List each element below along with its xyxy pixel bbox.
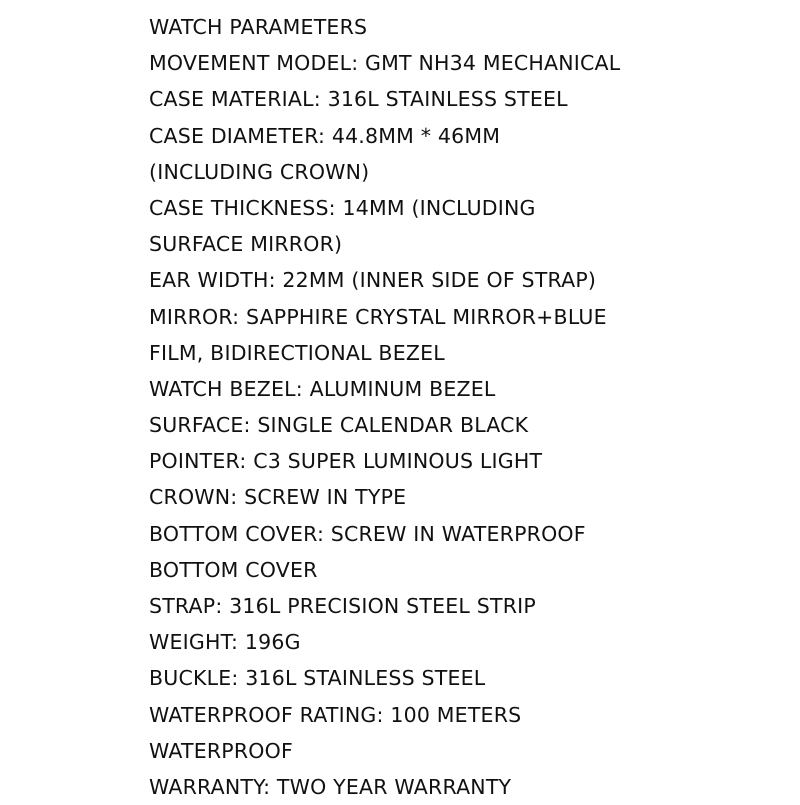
spec-case-diameter-continued: (INCLUDING CROWN)	[149, 159, 370, 184]
watch-parameters-list	[149, 9, 789, 805]
spec-pointer: POINTER: C3 SUPER LUMINOUS LIGHT	[149, 449, 543, 474]
spec-weight: WEIGHT: 196G	[149, 630, 301, 655]
spec-bottom-cover-continued: BOTTOM COVER	[149, 557, 318, 582]
spec-surface: SURFACE: SINGLE CALENDAR BLACK	[149, 413, 529, 438]
section-title: WATCH PARAMETERS	[149, 15, 368, 39]
spec-waterproof-rating: WATERPROOF RATING: 100 METERS	[149, 702, 522, 727]
spec-warranty: WARRANTY: TWO YEAR WARRANTY	[149, 774, 512, 799]
spec-waterproof-rating-continued: WATERPROOF	[149, 738, 293, 763]
spec-case-thickness-continued: SURFACE MIRROR)	[149, 232, 343, 257]
spec-case-thickness: CASE THICKNESS: 14MM (INCLUDING	[149, 195, 536, 220]
spec-mirror-continued: FILM, BIDIRECTIONAL BEZEL	[149, 340, 445, 365]
spec-case-material: CASE MATERIAL: 316L STAINLESS STEEL	[149, 87, 568, 112]
spec-movement-model: MOVEMENT MODEL: GMT NH34 MECHANICAL	[149, 51, 621, 76]
spec-crown: CROWN: SCREW IN TYPE	[149, 485, 407, 510]
spec-case-diameter: CASE DIAMETER: 44.8MM * 46MM	[149, 123, 501, 148]
spec-bottom-cover: BOTTOM COVER: SCREW IN WATERPROOF	[149, 521, 586, 546]
spec-buckle: BUCKLE: 316L STAINLESS STEEL	[149, 666, 486, 691]
spec-strap: STRAP: 316L PRECISION STEEL STRIP	[149, 594, 536, 618]
spec-mirror: MIRROR: SAPPHIRE CRYSTAL MIRROR+BLUE	[149, 304, 607, 329]
spec-ear-width: EAR WIDTH: 22MM (INNER SIDE OF STRAP)	[149, 268, 597, 293]
spec-watch-bezel: WATCH BEZEL: ALUMINUM BEZEL	[149, 376, 496, 401]
